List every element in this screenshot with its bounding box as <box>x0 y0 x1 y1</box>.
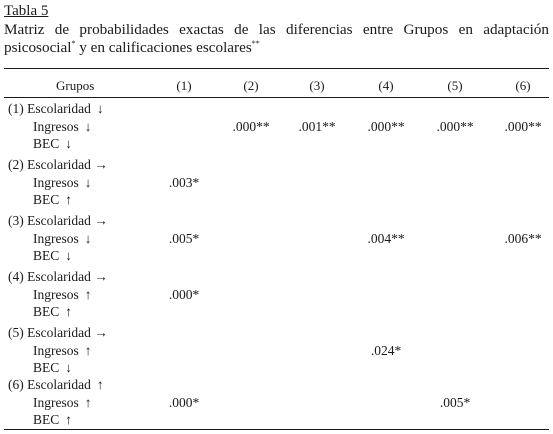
cell-group-1-col-4: .000** <box>367 118 405 134</box>
group-3-escolaridad <box>8 213 106 229</box>
header-grupos: Grupos <box>56 78 95 93</box>
caption-psicosocial: psicosocial <box>4 39 72 56</box>
ingresos-label: Ingresos <box>33 230 79 246</box>
bec-label: BEC <box>33 304 60 319</box>
escolaridad-label: (4) Escolaridad <box>8 269 91 284</box>
cell-group-2-col-1: .003* <box>168 174 200 190</box>
group-2-escolaridad <box>8 157 106 173</box>
ingresos-arrow-icon: ↓ <box>84 230 92 246</box>
escolaridad-label: (6) Escolaridad <box>8 377 91 392</box>
ingresos-label: Ingresos <box>33 174 79 190</box>
caption-line-1: Matriz de probabilidades exactas de las diferencias entre Grupos en adaptación <box>4 21 549 38</box>
group-1-ingresos <box>33 119 94 135</box>
bec-arrow-icon: ↑ <box>65 412 73 427</box>
ingresos-arrow-icon: ↓ <box>84 174 92 190</box>
header-col-4: (4) <box>378 78 394 93</box>
escolaridad-arrow-icon: → <box>94 325 108 340</box>
group-2-bec <box>33 192 75 208</box>
bec-label: BEC <box>33 412 60 427</box>
escolaridad-arrow-icon: → <box>94 213 108 228</box>
cell-group-3-col-1: .005* <box>168 230 200 246</box>
group-6-bec <box>33 412 75 428</box>
ingresos-label: Ingresos <box>33 118 79 134</box>
cell-group-1-col-5: .000** <box>436 118 474 134</box>
cell-group-4-col-1: .000* <box>168 286 200 302</box>
cell-group-5-col-4: .024* <box>370 342 402 358</box>
ingresos-arrow-icon: ↑ <box>84 394 92 410</box>
group-4-bec <box>33 304 75 320</box>
caption-calificaciones: y en calificaciones escolares <box>75 39 252 56</box>
group-5-escolaridad <box>8 325 106 341</box>
group-5-ingresos <box>33 343 94 359</box>
cell-group-1-col-6: .000** <box>504 118 542 134</box>
cell-group-1-col-2: .000** <box>232 118 270 134</box>
table-caption <box>4 21 549 57</box>
bec-label: BEC <box>33 192 60 207</box>
cell-group-3-col-4: .004** <box>367 230 405 246</box>
ingresos-label: Ingresos <box>33 342 79 358</box>
table-top-rule <box>4 68 549 69</box>
group-4-escolaridad <box>8 269 106 285</box>
group-6-escolaridad <box>8 377 106 393</box>
group-3-bec <box>33 248 75 264</box>
ingresos-label: Ingresos <box>33 394 79 410</box>
cell-group-6-col-5: .005* <box>439 394 471 410</box>
header-col-3: (3) <box>309 78 325 93</box>
group-3-ingresos <box>33 231 94 247</box>
ingresos-arrow-icon: ↑ <box>84 342 92 358</box>
bec-arrow-icon: ↓ <box>65 360 73 375</box>
bec-label: BEC <box>33 248 60 263</box>
header-col-2: (2) <box>243 78 259 93</box>
header-col-5: (5) <box>447 78 463 93</box>
escolaridad-arrow-icon: ↑ <box>96 377 104 392</box>
cell-group-3-col-6: .006** <box>504 230 542 246</box>
bec-arrow-icon: ↑ <box>65 304 73 319</box>
group-1-escolaridad <box>8 101 106 117</box>
group-6-ingresos <box>33 395 94 411</box>
group-2-ingresos <box>33 175 94 191</box>
ingresos-arrow-icon: ↑ <box>84 286 92 302</box>
header-col-1: (1) <box>176 78 192 93</box>
group-4-ingresos <box>33 287 94 303</box>
bec-label: BEC <box>33 136 60 151</box>
bec-arrow-icon: ↑ <box>65 192 73 207</box>
ingresos-arrow-icon: ↓ <box>84 118 92 134</box>
table-header-rule <box>4 97 549 98</box>
escolaridad-arrow-icon: ↓ <box>96 101 104 116</box>
group-5-bec <box>33 360 75 376</box>
escolaridad-label: (1) Escolaridad <box>8 101 91 116</box>
bec-arrow-icon: ↓ <box>65 248 73 263</box>
escolaridad-arrow-icon: → <box>94 157 108 172</box>
escolaridad-label: (2) Escolaridad <box>8 157 91 172</box>
table-bottom-rule <box>4 429 549 430</box>
header-col-6: (6) <box>515 78 531 93</box>
bec-arrow-icon: ↓ <box>65 136 73 151</box>
group-1-bec <box>33 136 75 152</box>
ingresos-label: Ingresos <box>33 286 79 302</box>
cell-group-1-col-3: .001** <box>298 118 336 134</box>
escolaridad-label: (5) Escolaridad <box>8 325 91 340</box>
caption-footnote-mark-1: * <box>71 39 76 48</box>
caption-footnote-mark-2: ** <box>251 39 260 48</box>
caption-line-2 <box>4 39 549 57</box>
table-label: Tabla 5 <box>4 3 49 19</box>
escolaridad-label: (3) Escolaridad <box>8 213 91 228</box>
cell-group-6-col-1: .000* <box>168 394 200 410</box>
bec-label: BEC <box>33 360 60 375</box>
escolaridad-arrow-icon: → <box>94 269 108 284</box>
